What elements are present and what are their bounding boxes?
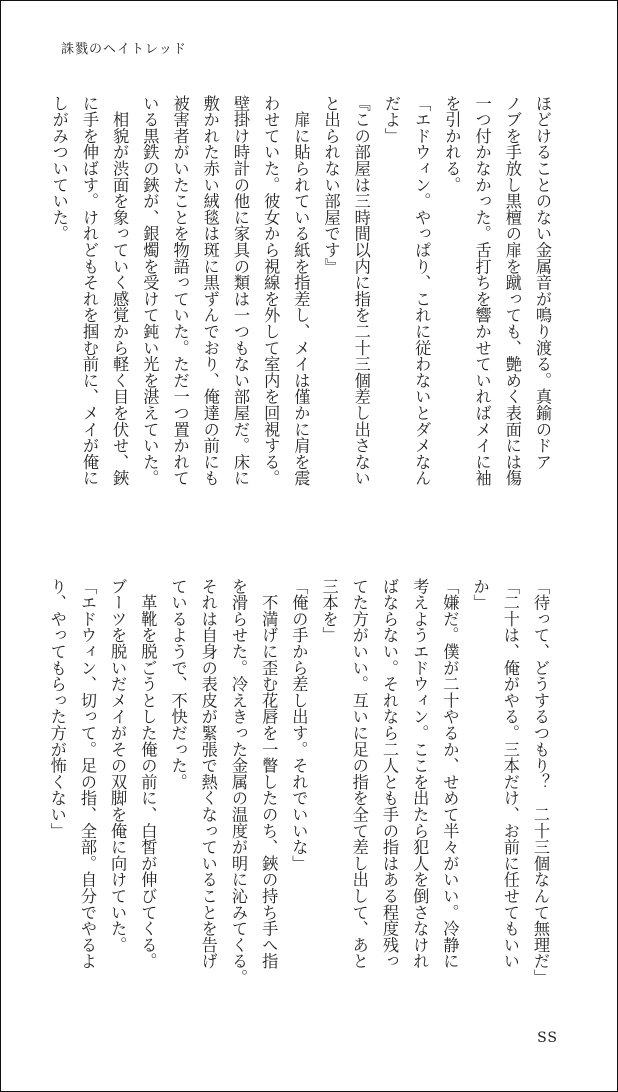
- text-line: 扉に貼られている紙を指差し、メイは僅かに肩を震: [291, 95, 311, 487]
- text-line: ノブを手放し黒檀の扉を蹴っても、艶めく表面には傷: [502, 95, 522, 487]
- text-line: 壁掛け時計の他に家具の類は一つもない部屋だ。床に: [230, 95, 250, 487]
- text-line: いる黒鉄の鋏が、銀燭を受けて鈍い光を湛えていた。: [140, 95, 160, 487]
- text-line: ているようで、不快だった。: [168, 578, 188, 790]
- text-line: 一つ付かなかった。舌打ちを響かせていればメイに袖: [472, 95, 492, 487]
- text-line: 「嫌だ。僕が二十やるか、せめて半々がいい。冷静に: [440, 578, 460, 970]
- text-line: 不満げに歪む花唇を一瞥したのち、鋏の持ち手へ指: [259, 578, 279, 970]
- text-line: 「エドウィン、切って。足の指、全部。自分でやるよ: [77, 578, 97, 970]
- text-line: だよ」: [381, 95, 401, 144]
- text-line: 「俺の手から差し出す。それでいいな」: [289, 578, 309, 872]
- text-line: 「二十は、俺がやる。三本だけ、お前に任せてもいい: [500, 578, 520, 970]
- text-line: わせていた。彼女から視線を外して室内を回視する。: [261, 95, 281, 487]
- text-line: 敷かれた赤い絨毯は斑に黒ずんでおり、俺達の前にも: [200, 95, 220, 487]
- text-line: 三本を」: [319, 578, 339, 644]
- text-line: ブーツを脱いだメイがその双脚を俺に向けていた。: [108, 578, 128, 953]
- text-block-top: [44, 95, 557, 555]
- text-line: 革靴を脱ごうとした俺の前に、白皙が伸びてくる。: [138, 578, 158, 970]
- text-line: それは自身の表皮が緊張で熱くなっていることを告げ: [198, 578, 218, 970]
- text-line: しがみついていた。: [49, 95, 69, 242]
- text-line: と出られない部屋です』: [321, 95, 341, 275]
- text-line: を引かれる。: [442, 95, 462, 193]
- text-block-bottom: [42, 578, 555, 1008]
- text-line: に手を伸ばす。けれどもそれを掴む前に、メイが俺に: [79, 95, 99, 487]
- text-line: ばならない。それなら二人とも手の指はある程度残っ: [379, 578, 399, 970]
- text-line: 相貌が渋面を象っていく感覚から軽く目を伏せ、鋏: [110, 95, 130, 487]
- running-header-title: 誅戮のヘイトレッド: [61, 42, 187, 57]
- text-line: 「待って、どうするつもり？ 二十三個なんて無理だ」: [531, 578, 550, 986]
- text-line: を滑らせた。冷えきった金属の温度が明に沁みてくる。: [228, 578, 248, 986]
- text-line: 被害者がいたことを物語っていた。ただ一つ置かれて: [170, 95, 190, 487]
- text-line: てた方がいい。互いに足の指を全て差し出して、あと: [349, 578, 369, 970]
- text-line: 考えようエドウィン。ここを出たら犯人を倒さなけれ: [410, 578, 430, 970]
- text-line: 『この部屋は三時間以内に指を二十三個差し出さない: [351, 95, 371, 487]
- text-line: か」: [470, 578, 490, 611]
- text-line: 「エドウィン。やっぱり、これに従わないとダメなん: [412, 95, 432, 487]
- text-line: り、やってもらった方が怖くない」: [47, 578, 67, 839]
- page-number: SS: [537, 1030, 558, 1046]
- text-line: ほどけることのない金属音が鳴り渡る。真鍮のドア: [533, 95, 552, 470]
